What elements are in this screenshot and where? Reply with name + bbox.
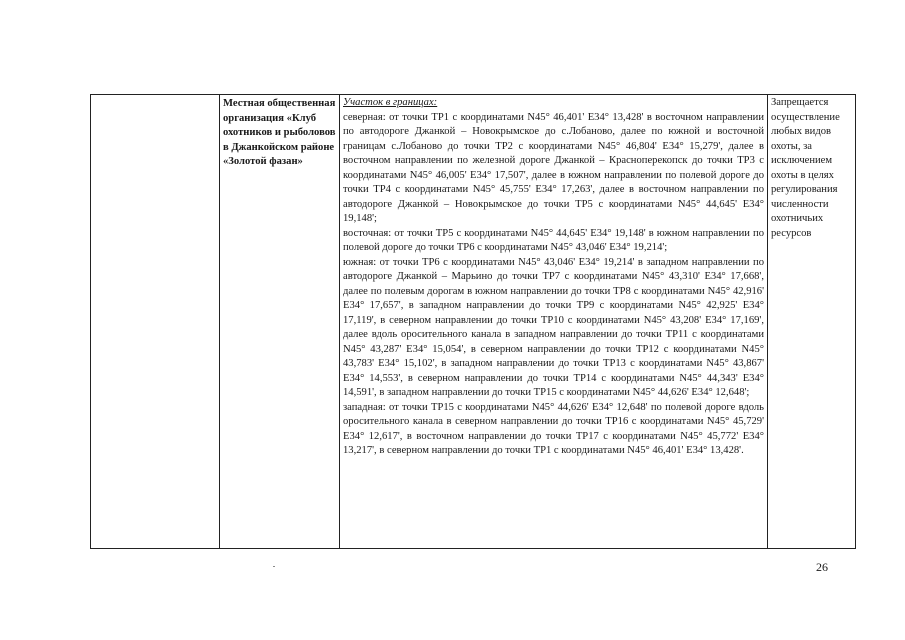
boundary-north: северная: от точки ТР1 с координатами N45° 46,401' E34° 13,428' в восточном направлении по автодороге Джанкой – Новокрымское до с.Лобаново, далее по южной и восточной границам с.Лобаново до точки ТР2 с координатами N45° 46,804' E34° 15,279', далее в восточном направлении по железной дороге Джанкой – Красноперекопск до точки ТР3 с координатами N45° 46,005' E34° 17,507', далее в южном направлении по полевой дороге до точки ТР4 с координатами N45° 45,755' E34° 17,263', далее в восточном направлении по автодороге Джанкой – Новокрымское до точки ТР5 с координатами N45° 44,645' E34° 19,148'; xyxy=(343,111,764,224)
restriction-text: Запрещается осуществление любых видов охоты, за исключением охоты в целях регулирования численности охотничьих ресурсов xyxy=(771,97,840,239)
restriction-cell xyxy=(768,95,856,549)
scan-dot xyxy=(273,566,275,567)
table-row xyxy=(91,95,856,549)
page-number: 26 xyxy=(816,560,828,574)
boundary-south: южная: от точки ТР6 с координатами N45° 43,046' E34° 19,214' в западном направлении по автодороге Джанкой – Марьино до точки ТР7 с координатами N45° 43,310' E34° 17,668', далее по полевым дорогам в южном направлении до точки ТР8 с координатами N45° 42,916' E34° 17,657', в западном направлении до точки ТР9 с координатами N45° 42,925' E34° 17,119', в северном направлении до точки ТР10 с координатами N45° 43,208' E34° 17,169', далее вдоль оросительного канала в западном направлении до точки ТР11 с координатами N45° 43,287' E34° 15,054', в северном направлении до точки ТР12 с координатами N45° 43,783' E34° 15,102', в западном направлении до точки ТР13 с координатами N45° 43,867' E34° 14,553', в северном направлении до точки ТР14 с координатами N45° 44,343' E34° 14,591', в западном направлении до точки ТР15 с координатами N45° 44,626' E34° 12,648'; xyxy=(343,256,764,398)
organization-cell xyxy=(220,95,340,549)
section-title: Участок в границах: xyxy=(343,97,438,108)
hunting-grounds-table xyxy=(90,94,856,549)
blank-cell xyxy=(91,95,220,549)
boundary-west: западная: от точки ТР15 с координатами N45° 44,626' E34° 12,648' по полевой дороге вдоль оросительного канала в северном направлении до точки ТР16 с координатами N45° 45,729' E34° 12,617', в восточном направлении до точки ТР17 с координатами N45° 45,772' E34° 13,217', в северном направлении до точки ТР1 с координатами N45° 46,401' E34° 13,428'. xyxy=(343,401,764,456)
boundary-description-cell xyxy=(340,95,768,549)
organization-name: Местная общественная организация «Клуб охотников и рыболовов в Джанкойском районе «Золотой фазан» xyxy=(223,98,336,167)
boundary-east: восточная: от точки ТР5 с координатами N45° 44,645' E34° 19,148' в южном направлении по полевой дороге до точки ТР6 с координатами N45° 43,046' E34° 19,214'; xyxy=(343,227,764,253)
